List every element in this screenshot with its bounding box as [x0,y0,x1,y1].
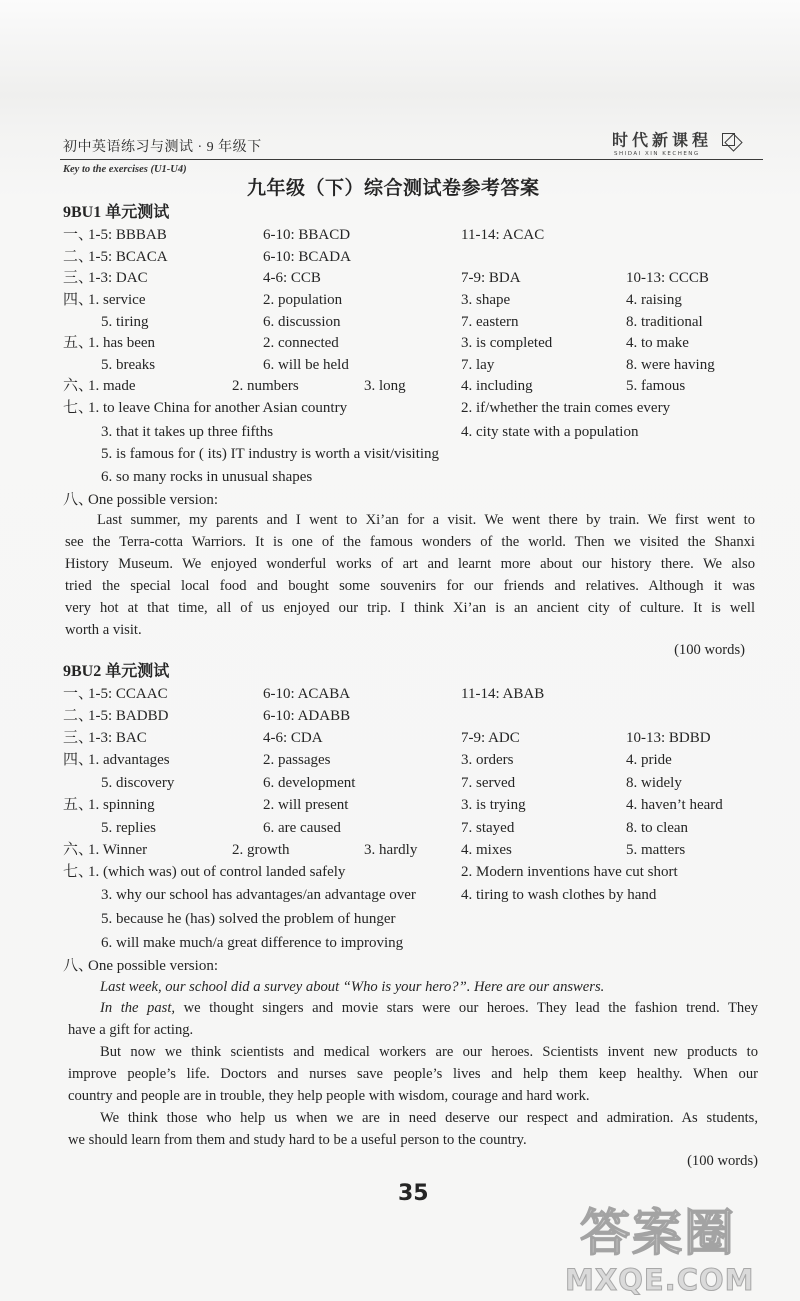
u1-section-7-cont [0,422,800,442]
u1-section-2 [0,247,800,267]
essay-line: country and people are in trouble, they help people with wisdom, courage and hard work. [68,1088,590,1104]
essay-text: we thought singers and movie stars were our heroes. They lead the fashion trend. They [175,1000,758,1016]
u2-section-7 [0,862,800,882]
answer-item: 6. discussion [263,314,341,330]
page-subtitle: Key to the exercises (U1-U4) [63,164,187,175]
u2-section-6 [0,840,800,860]
answer-item: 1. to leave China for another Asian country [88,400,348,416]
essay-line: improve people’s life. Doctors and nurses save people’s lives and help them keep healthy. When our [68,1066,758,1082]
answer-item: 7. lay [461,357,495,373]
answer-item: 3. is trying [461,797,526,813]
section-label: 七、 [63,400,94,416]
u1-section-7-cont [0,444,800,464]
answer-item: 8. were having [626,357,715,373]
answer-item: 3. shape [461,292,511,308]
essay-italic-text: In the past, [100,1000,176,1016]
u2-section-5 [0,795,800,815]
answer-item: 1. (which was) out of control landed safely [88,864,346,880]
answer-item: 3. hardly [364,842,418,858]
essay-italic-text: Last week, our school did a survey about “Who is your hero?”. Here are our answers. [100,979,605,995]
answer-item: 4. raising [626,292,682,308]
answer-item: 3. that it takes up three fifths [101,424,274,440]
answer-item: 1. has been [88,335,156,351]
watermark-site: MXQE.COM [565,1263,755,1297]
section-label: 五、 [63,335,94,351]
u2-section-7-cont [0,933,800,953]
answer-item: 3. why our school has advantages/an advantage over [101,887,416,903]
answer-group: 4-6: CCB [263,270,321,286]
answer-item: 2. will present [263,797,349,813]
answer-group: 1-5: BADBD [88,708,169,724]
answer-item: 4. haven’t heard [626,797,723,813]
essay-line: But now we think scientists and medical workers are our heroes. Scientists invent new products to [100,1044,758,1060]
essay-line: see the Terra-cotta Warriors. It is one of the famous wonders of the world. Then we visited the Shanxi [65,534,755,550]
section-label: 八、 [63,958,94,974]
answer-item: 2. passages [263,752,331,768]
answer-group: 6-10: ADABB [263,708,351,724]
answer-item: 5. replies [101,820,156,836]
header-divider [60,159,763,160]
essay-line: have a gift for acting. [68,1022,194,1038]
watermark-logo: 答案圈 [580,1204,736,1262]
answer-item: 3. orders [461,752,514,768]
section-label: 三、 [63,730,94,746]
answer-group: 4-6: CDA [263,730,323,746]
answer-item: 8. traditional [626,314,703,330]
answer-item: 7. eastern [461,314,519,330]
answer-item: 5. tiring [101,314,149,330]
section-label: 八、 [63,492,94,508]
answer-group: 6-10: BBACD [263,227,351,243]
section-label: 二、 [63,708,94,724]
answer-item: 4. mixes [461,842,512,858]
brand-pinyin: SHIDAI XIN KECHENG [614,151,700,157]
word-count: (100 words) [687,1153,758,1169]
answer-item: 1. made [88,378,136,394]
answer-item: 3. is completed [461,335,553,351]
answer-group: 7-9: ADC [461,730,520,746]
u2-section-4 [0,750,800,770]
u2-section-7-cont [0,885,800,905]
answer-item: 1. Winner [88,842,148,858]
answer-item: 5. breaks [101,357,156,373]
section-label: 三、 [63,270,94,286]
answer-item: 7. stayed [461,820,515,836]
essay-intro: One possible version: [88,492,218,508]
unit-heading-9bu2: 9BU2 单元测试 [63,663,170,680]
answer-group: 1-5: CCAAC [88,686,168,702]
answer-group: 10-13: CCCB [626,270,709,286]
section-label: 二、 [63,249,94,265]
answer-group: 11-14: ACAC [461,227,545,243]
answer-group: 1-3: DAC [88,270,148,286]
page-number: 35 [398,1181,429,1206]
u2-section-7-cont [0,909,800,929]
section-label: 四、 [63,292,94,308]
answer-item: 5. matters [626,842,686,858]
answer-item: 4. pride [626,752,672,768]
answer-group: 11-14: ABAB [461,686,545,702]
answer-group: 1-5: BCACA [88,249,168,265]
u1-section-5 [0,333,800,353]
essay-intro: One possible version: [88,958,218,974]
section-label: 五、 [63,797,94,813]
answer-group: 10-13: BDBD [626,730,711,746]
answer-item: 5. because he (has) solved the problem of hunger [101,911,396,927]
essay-line: very hot at that time, all of us enjoyed our trip. I think Xi’an is an ancient city of culture. It is well [65,600,755,616]
essay-line: History Museum. We enjoyed wonderful works of art and learnt more about our history there. We also [65,556,755,572]
word-count: (100 words) [674,642,745,658]
answer-item: 2. if/whether the train comes every [461,400,671,416]
u1-section-4-cont [0,312,800,332]
answer-item: 5. is famous for ( its) IT industry is worth a visit/visiting [101,446,440,462]
answer-group: 1-5: BBBAB [88,227,167,243]
answer-item: 2. population [263,292,343,308]
answer-item: 8. widely [626,775,682,791]
page-title: 九年级（下）综合测试卷参考答案 [247,178,540,199]
answer-item: 6. development [263,775,356,791]
section-label: 四、 [63,752,94,768]
answer-item: 7. served [461,775,516,791]
essay-line [68,977,758,997]
u2-section-4-cont [0,773,800,793]
answer-item: 6. so many rocks in unusual shapes [101,469,313,485]
essay-line: Last summer, my parents and I went to Xi’an for a visit. We went there by train. We first went to [97,512,755,528]
u2-section-8 [0,956,800,976]
u2-section-3 [0,728,800,748]
answer-item: 4. tiring to wash clothes by hand [461,887,657,903]
unit-heading-9bu1: 9BU1 单元测试 [63,204,170,221]
u1-section-6 [0,376,800,396]
section-label: 一、 [63,227,94,243]
answer-item: 3. long [364,378,406,394]
u1-section-1 [0,225,800,245]
brand-name: 时代新课程 [612,130,713,150]
answer-item: 1. advantages [88,752,170,768]
u2-section-1 [0,684,800,704]
brand-logo [612,130,740,152]
answer-item: 2. connected [263,335,339,351]
answer-item: 2. numbers [232,378,299,394]
section-label: 一、 [63,686,94,702]
answer-item: 2. Modern inventions have cut short [461,864,678,880]
essay-line [68,998,758,1018]
book-title: 初中英语练习与测试 · 9 年级下 [63,140,262,155]
u1-section-4 [0,290,800,310]
essay-line: worth a visit. [65,622,142,638]
answer-group: 6-10: ACABA [263,686,351,702]
answer-item: 6. will be held [263,357,349,373]
u1-section-7 [0,398,800,418]
essay-line: we should learn from them and study hard to be a useful person to the country. [68,1132,527,1148]
answer-group: 6-10: BCADA [263,249,351,265]
answer-group: 7-9: BDA [461,270,521,286]
u1-section-7-cont [0,467,800,487]
u2-section-5-cont [0,818,800,838]
answer-item: 4. city state with a population [461,424,639,440]
answer-group: 1-3: BAC [88,730,147,746]
answer-item: 2. growth [232,842,290,858]
essay-line: tried the special local food and bought some souvenirs for our friends and relatives. Although it was [65,578,755,594]
answer-item: 1. service [88,292,146,308]
u1-section-3 [0,268,800,288]
section-label: 七、 [63,864,94,880]
answer-item: 4. including [461,378,533,394]
answer-item: 6. will make much/a great difference to improving [101,935,404,951]
section-label: 六、 [63,378,94,394]
section-label: 六、 [63,842,94,858]
answer-item: 8. to clean [626,820,689,836]
answer-item: 5. discovery [101,775,175,791]
u2-section-2 [0,706,800,726]
answer-item: 5. famous [626,378,686,394]
essay-line: We think those who help us when we are in need deserve our respect and admiration. As students, [100,1110,758,1126]
u1-section-5-cont [0,355,800,375]
answer-item: 4. to make [626,335,689,351]
answer-item: 6. are caused [263,820,341,836]
brand-logo-icon [722,133,740,149]
answer-item: 1. spinning [88,797,155,813]
u1-section-8 [0,490,800,510]
